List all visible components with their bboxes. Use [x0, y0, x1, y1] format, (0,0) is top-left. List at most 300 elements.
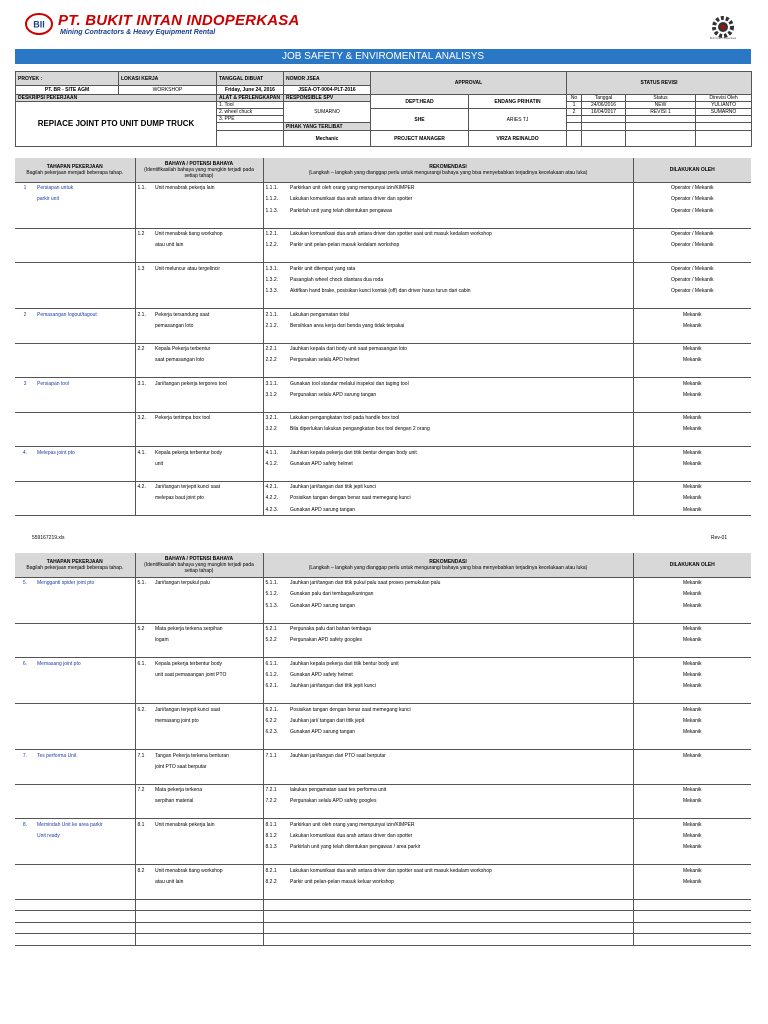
done-by [633, 251, 751, 263]
rec-no [263, 251, 288, 263]
done-by [633, 899, 751, 911]
hazard-text [153, 274, 263, 286]
hazard-text [153, 888, 263, 900]
hazard-text [153, 217, 263, 229]
rec-text [288, 911, 633, 923]
hazard-no [135, 458, 153, 470]
hazard-text: Mata pekerja terkena [153, 784, 263, 796]
hazard-text: Pekerja tersandung saat [153, 309, 263, 321]
rec-no: 6.1.2. [265, 671, 279, 678]
status-cell: 24/06/2016 [582, 102, 626, 109]
table-row [15, 435, 751, 447]
hazard-no [135, 589, 153, 601]
done-by: Mekanik [682, 821, 702, 828]
done-by [633, 646, 751, 658]
hazard-text: pemasangan loto [153, 320, 263, 332]
done-by: Mekanik [682, 832, 702, 839]
rec-no [263, 922, 288, 934]
rec-text [288, 401, 633, 413]
hazard-no [135, 692, 153, 704]
step-name [35, 911, 135, 923]
hazard-text: saat pemasangan loto [153, 355, 263, 367]
done-by: Mekanik [682, 637, 702, 644]
col-tahapan: TAHAPAN PEKERJAAN Bagilah pekerjaan menjadi beberapa tahap. [15, 553, 135, 577]
done-by: Mekanik [682, 867, 702, 874]
done-by [633, 773, 751, 785]
tanggal-label: TANGGAL DIBUAT [217, 72, 284, 86]
rec-no: 5.1.3. [265, 602, 279, 609]
hazard-text: Tangan Pekerja terkena benturan [153, 750, 263, 762]
step-no: 6. [22, 660, 28, 667]
table-row [15, 332, 751, 344]
step-no [15, 704, 35, 716]
rec-no: 8.1.2 [265, 832, 277, 839]
hazard-no [135, 470, 153, 482]
table-row [15, 447, 751, 459]
step-name [35, 504, 135, 516]
rec-no [263, 911, 288, 923]
hazard-text: Jari/tangan pekerja tergores tool [153, 378, 263, 390]
done-by: Mekanik [682, 706, 702, 713]
done-by [633, 435, 751, 447]
step-name [35, 922, 135, 934]
rec-text: Lakukan komunikasi dua arah antara driver dan spotter [288, 194, 633, 206]
done-by [633, 297, 751, 309]
lokasi-label: LOKASI KERJA [119, 72, 217, 86]
step-no [15, 481, 35, 493]
hazard-no [135, 366, 153, 378]
step-name [35, 424, 135, 436]
rec-text [288, 366, 633, 378]
step-no [15, 934, 35, 946]
svg-text:BII: BII [33, 19, 45, 30]
done-by: Mekanik [682, 380, 702, 387]
hazard-no [135, 297, 153, 309]
done-by: Mekanik [682, 415, 702, 421]
table-row [15, 796, 751, 808]
rec-no [263, 899, 288, 911]
table-row [15, 320, 751, 332]
pihak-value: Mechanic [284, 131, 371, 147]
done-by: Mekanik [682, 426, 702, 433]
step-no [15, 240, 35, 252]
hazard-no [135, 773, 153, 785]
step-name [35, 435, 135, 447]
alat-item: 2. wheel chuck [217, 109, 284, 116]
hazard-no [135, 194, 153, 206]
step-name [35, 715, 135, 727]
hazard-no [135, 738, 153, 750]
done-by: Operator / Mekanik [670, 231, 714, 237]
rec-text: Pasanglah wheel chock diantara dua roda [288, 274, 633, 286]
step-no [15, 635, 35, 647]
rec-text: Bila diperlukan lakukan pengangkatan box tool dengan 2 orang [288, 424, 633, 436]
step-name [35, 738, 135, 750]
rec-no: 2.1.2. [265, 322, 279, 329]
hazard-text: Mata pekerja terkena serpihan [153, 623, 263, 635]
step-no [15, 286, 35, 298]
done-by [633, 761, 751, 773]
hazard-text [153, 332, 263, 344]
step-name [35, 297, 135, 309]
rec-no [263, 297, 288, 309]
rec-no: 6.2.1. [265, 683, 279, 690]
hazard-text: logam [153, 635, 263, 647]
step-name [35, 205, 135, 217]
table-row [15, 228, 751, 240]
rec-no: 3.1.2 [265, 391, 277, 398]
hazard-no [135, 274, 153, 286]
hazard-text: Jari/tangan terpukul palu [153, 577, 263, 589]
done-by [633, 738, 751, 750]
table-row [15, 669, 751, 681]
done-by: Mekanik [682, 844, 702, 851]
step-no [15, 727, 35, 739]
hazard-no [135, 796, 153, 808]
hazard-text [153, 401, 263, 413]
step-name [35, 240, 135, 252]
approval-name: ENDANG PRIHATIN [469, 95, 567, 109]
hazard-no: 3.2. [137, 415, 146, 421]
table-row [15, 458, 751, 470]
hazard-no: 2.2 [137, 346, 145, 352]
step-no [15, 470, 35, 482]
hazard-no: 5.1. [137, 580, 146, 586]
table-row [15, 366, 751, 378]
step-name [35, 888, 135, 900]
step-no [15, 366, 35, 378]
step-no [15, 228, 35, 240]
hazard-no [135, 355, 153, 367]
rec-no [263, 612, 288, 624]
table-row [15, 658, 751, 670]
hazard-no [135, 612, 153, 624]
table-row [15, 750, 751, 762]
table-row [15, 842, 751, 854]
hazard-text [153, 366, 263, 378]
rec-text [288, 692, 633, 704]
col-dilakukan: DILAKUKAN OLEH [633, 158, 751, 182]
rec-no [263, 853, 288, 865]
done-by: Mekanik [682, 671, 702, 678]
rec-text: Pergunakan selalu APD helmet [288, 355, 633, 367]
step-no [15, 343, 35, 355]
step-no [15, 773, 35, 785]
rec-no [263, 761, 288, 773]
rec-text: Aktifkan hand brake, posisikan kunci kontak (off) dan driver harus turun dari cabin [288, 286, 633, 298]
rec-no: 3.2.1. [265, 415, 279, 421]
rec-no: 4.2.3. [263, 504, 288, 516]
step-no [15, 612, 35, 624]
step-name [35, 481, 135, 493]
hazard-text [153, 692, 263, 704]
table-row [15, 784, 751, 796]
jsea-table-page2 [15, 553, 751, 946]
step-no: 5. [22, 580, 28, 586]
rec-no: 1.3.3. [265, 288, 279, 295]
step-name: Melepas joint pto [35, 447, 135, 459]
done-by [633, 217, 751, 229]
hazard-no [135, 853, 153, 865]
rec-text: Lakukan komunikasi dua arah antara driver dan spotter saat unit masuk kedalam workshop [288, 865, 633, 877]
rec-no [263, 773, 288, 785]
hazard-text [153, 773, 263, 785]
step-name [35, 704, 135, 716]
rec-text [288, 899, 633, 911]
rec-no: 4.1.1. [265, 449, 279, 456]
status-cell: 2 [567, 109, 582, 116]
step-name [35, 217, 135, 229]
table-row [15, 401, 751, 413]
done-by: Mekanik [682, 460, 702, 467]
hazard-no: 7.1 [137, 752, 145, 759]
step-name [35, 876, 135, 888]
revision-code: Rev-01 [711, 535, 728, 541]
step-name [35, 669, 135, 681]
hazard-text [153, 194, 263, 206]
hazard-text [153, 297, 263, 309]
step-no [15, 205, 35, 217]
step-name [35, 343, 135, 355]
step-name [35, 727, 135, 739]
rec-text: Gunakan palu dari tembaga/kuningan [288, 589, 633, 601]
done-by: Operator / Mekanik [670, 265, 714, 272]
hazard-no [135, 493, 153, 505]
step-name [35, 784, 135, 796]
done-by: Mekanik [682, 449, 702, 456]
step-name [35, 899, 135, 911]
step-no: 4. [22, 449, 28, 456]
right-logo-caption: Bukit Intan Indoperkasa [709, 37, 737, 40]
hazard-text: Unit meluncur atau tergelincir [153, 263, 263, 275]
step-name [35, 389, 135, 401]
done-by: Mekanik [682, 357, 702, 364]
rec-text: Jauhkan jari/tangan dari titik jepit kunci [288, 481, 633, 493]
rec-text [288, 217, 633, 229]
step-no [15, 853, 35, 865]
table-row [15, 646, 751, 658]
step-no [15, 692, 35, 704]
rec-no [263, 401, 288, 413]
rec-no [263, 217, 288, 229]
done-by: Operator / Mekanik [670, 288, 714, 295]
rec-text: Pergunakan selalu APD sarung tangan [288, 389, 633, 401]
step-no [15, 761, 35, 773]
hazard-text [153, 646, 263, 658]
rec-text [288, 761, 633, 773]
hazard-no: 4.1. [137, 449, 146, 456]
step-no [15, 796, 35, 808]
rec-no: 8.2.1 [265, 867, 277, 874]
done-by [633, 612, 751, 624]
col-tahapan: TAHAPAN PEKERJAAN Bagilah pekerjaan menjadi beberapa tahap. [15, 158, 135, 182]
hazard-text: serpihan material [153, 796, 263, 808]
hazard-text [153, 424, 263, 436]
rec-no [263, 692, 288, 704]
hazard-no: 6.1. [137, 660, 146, 667]
rec-no: 2.2.2 [265, 357, 277, 364]
rec-text: Jauhkan jari/ tangan dari titik jepit [288, 715, 633, 727]
table-row [15, 876, 751, 888]
hazard-no: 1.1. [137, 185, 146, 191]
document-title: JOB SAFETY & ENVIROMENTAL ANALISYS [15, 49, 751, 64]
status-col-no: No [567, 95, 582, 102]
rec-text: Pergunakan APD safety googles [288, 635, 633, 647]
hazard-text [153, 286, 263, 298]
table-row [15, 182, 751, 194]
rec-no: 2.2.1 [265, 346, 277, 352]
rec-no: 4.2.1. [265, 484, 279, 490]
jsea-table-page1 [15, 158, 751, 516]
status-cell: REVISI 1 [626, 109, 696, 116]
hazard-text: Unit menabrak tiang workshop [153, 865, 263, 877]
step-name [35, 589, 135, 601]
table-row [15, 194, 751, 206]
step-no [15, 623, 35, 635]
rec-text: Posisikan tangan dengan benar saat memegang kunci [288, 704, 633, 716]
step-no [15, 911, 35, 923]
hazard-no [135, 830, 153, 842]
hazard-no [135, 401, 153, 413]
alat-item: 1. Tool [217, 102, 284, 109]
done-by [633, 692, 751, 704]
step-name [35, 807, 135, 819]
proyek-label: PROYEK : [16, 72, 119, 86]
rec-text: Parkirlah unit yang telah ditentukan pengawas / area parkir [288, 842, 633, 854]
step-name [35, 401, 135, 413]
company-logo-icon [24, 12, 54, 36]
step-name [35, 796, 135, 808]
rec-no: 1.1.3. [265, 207, 279, 214]
step-no [15, 424, 35, 436]
step-name [35, 681, 135, 693]
step-name [35, 458, 135, 470]
done-by: Mekanik [682, 391, 702, 398]
step-no [15, 194, 35, 206]
table-row [15, 830, 751, 842]
table-row [15, 899, 751, 911]
table-row [15, 727, 751, 739]
hazard-text [153, 830, 263, 842]
done-by: Mekanik [682, 717, 702, 724]
rec-no: 7.2.1 [265, 787, 277, 793]
step-name: Persiapan untuk [35, 182, 135, 194]
approval-name: VIRZA REINALDO [469, 131, 567, 147]
table-row [15, 355, 751, 367]
step-name [35, 692, 135, 704]
table-row [15, 274, 751, 286]
rec-no [263, 470, 288, 482]
table-row [15, 263, 751, 275]
hazard-no: 1.2 [137, 231, 145, 237]
hazard-no [135, 389, 153, 401]
done-by [633, 807, 751, 819]
table-row [15, 807, 751, 819]
hazard-no [135, 761, 153, 773]
table-row [15, 286, 751, 298]
rec-no [263, 435, 288, 447]
rec-text [288, 435, 633, 447]
step-no [15, 865, 35, 877]
rec-text: Posisikan tangan dengan benar saat memegang kunci [288, 493, 633, 505]
rec-no: 8.1.1 [265, 821, 277, 828]
hazard-no [135, 205, 153, 217]
hazard-no [135, 600, 153, 612]
step-no [15, 715, 35, 727]
lokasi-value: WORKSHOP [119, 86, 217, 95]
step-no [15, 493, 35, 505]
hazard-no [135, 888, 153, 900]
status-cell: 16/04/2017 [582, 109, 626, 116]
hazard-text: Jari/tangan terjepit kunci saat [153, 481, 263, 493]
step-name: Persiapan tool [35, 378, 135, 390]
hazard-no [135, 504, 153, 516]
step-no [15, 332, 35, 344]
rec-no: 1.2.2. [265, 242, 279, 249]
table-row [15, 715, 751, 727]
step-name [35, 865, 135, 877]
step-no [15, 807, 35, 819]
hazard-no [135, 911, 153, 923]
step-no [15, 297, 35, 309]
hazard-text: atau unit lain [153, 240, 263, 252]
hazard-no [135, 669, 153, 681]
nomor-value: JSEA-OT-0004-PLT-2016 [284, 86, 371, 95]
rec-no: 2.1.1. [265, 311, 279, 318]
rec-no: 1.3.1. [265, 265, 279, 272]
table-row [15, 681, 751, 693]
step-name: parkir unit [35, 194, 135, 206]
rec-no: 6.2.2 [265, 717, 277, 724]
rec-text [288, 853, 633, 865]
table-row [15, 205, 751, 217]
step-no [15, 251, 35, 263]
table-row [15, 819, 751, 831]
status-cell: YULIANTO [696, 102, 752, 109]
spv-value: SUMARNO [284, 102, 371, 123]
rec-no: 7.1.1 [265, 752, 277, 759]
done-by [633, 366, 751, 378]
step-no: 1 [23, 185, 27, 191]
file-name: 559167219.xls [32, 535, 65, 541]
col-dilakukan: DILAKUKAN OLEH [633, 553, 751, 577]
hazard-no: 6.2. [137, 706, 146, 713]
rec-no: 5.1.1. [265, 580, 279, 586]
nomor-label: NOMOR JSEA [284, 72, 371, 86]
step-name [35, 600, 135, 612]
rec-text: Jauhkan jari/tangan dari PTO saat berputar [288, 750, 633, 762]
hazard-text [153, 899, 263, 911]
rec-no: 5.2.1 [265, 626, 277, 632]
done-by: Mekanik [682, 660, 702, 667]
step-name [35, 934, 135, 946]
rec-text: Parkirkan unit oleh orang yang mempunyai izin/KIMPER [288, 819, 633, 831]
rec-text: Lakukan pengangkatan tool pada handle box tool [288, 412, 633, 424]
done-by: Mekanik [682, 346, 702, 352]
hazard-text: Pekerja tertimpa box tool [153, 412, 263, 424]
hazard-no [135, 715, 153, 727]
hazard-no [135, 876, 153, 888]
status-cell: 1 [567, 102, 582, 109]
rec-text [288, 934, 633, 946]
rec-no: 6.2.1. [265, 706, 279, 713]
step-no [15, 669, 35, 681]
hazard-no [135, 922, 153, 934]
done-by: Operator / Mekanik [670, 185, 714, 191]
rec-text: Jauhkan kepala pekerja dari titik bentur dengan body unit [288, 447, 633, 459]
rec-no [263, 646, 288, 658]
hazard-text: atau unit lain [153, 876, 263, 888]
